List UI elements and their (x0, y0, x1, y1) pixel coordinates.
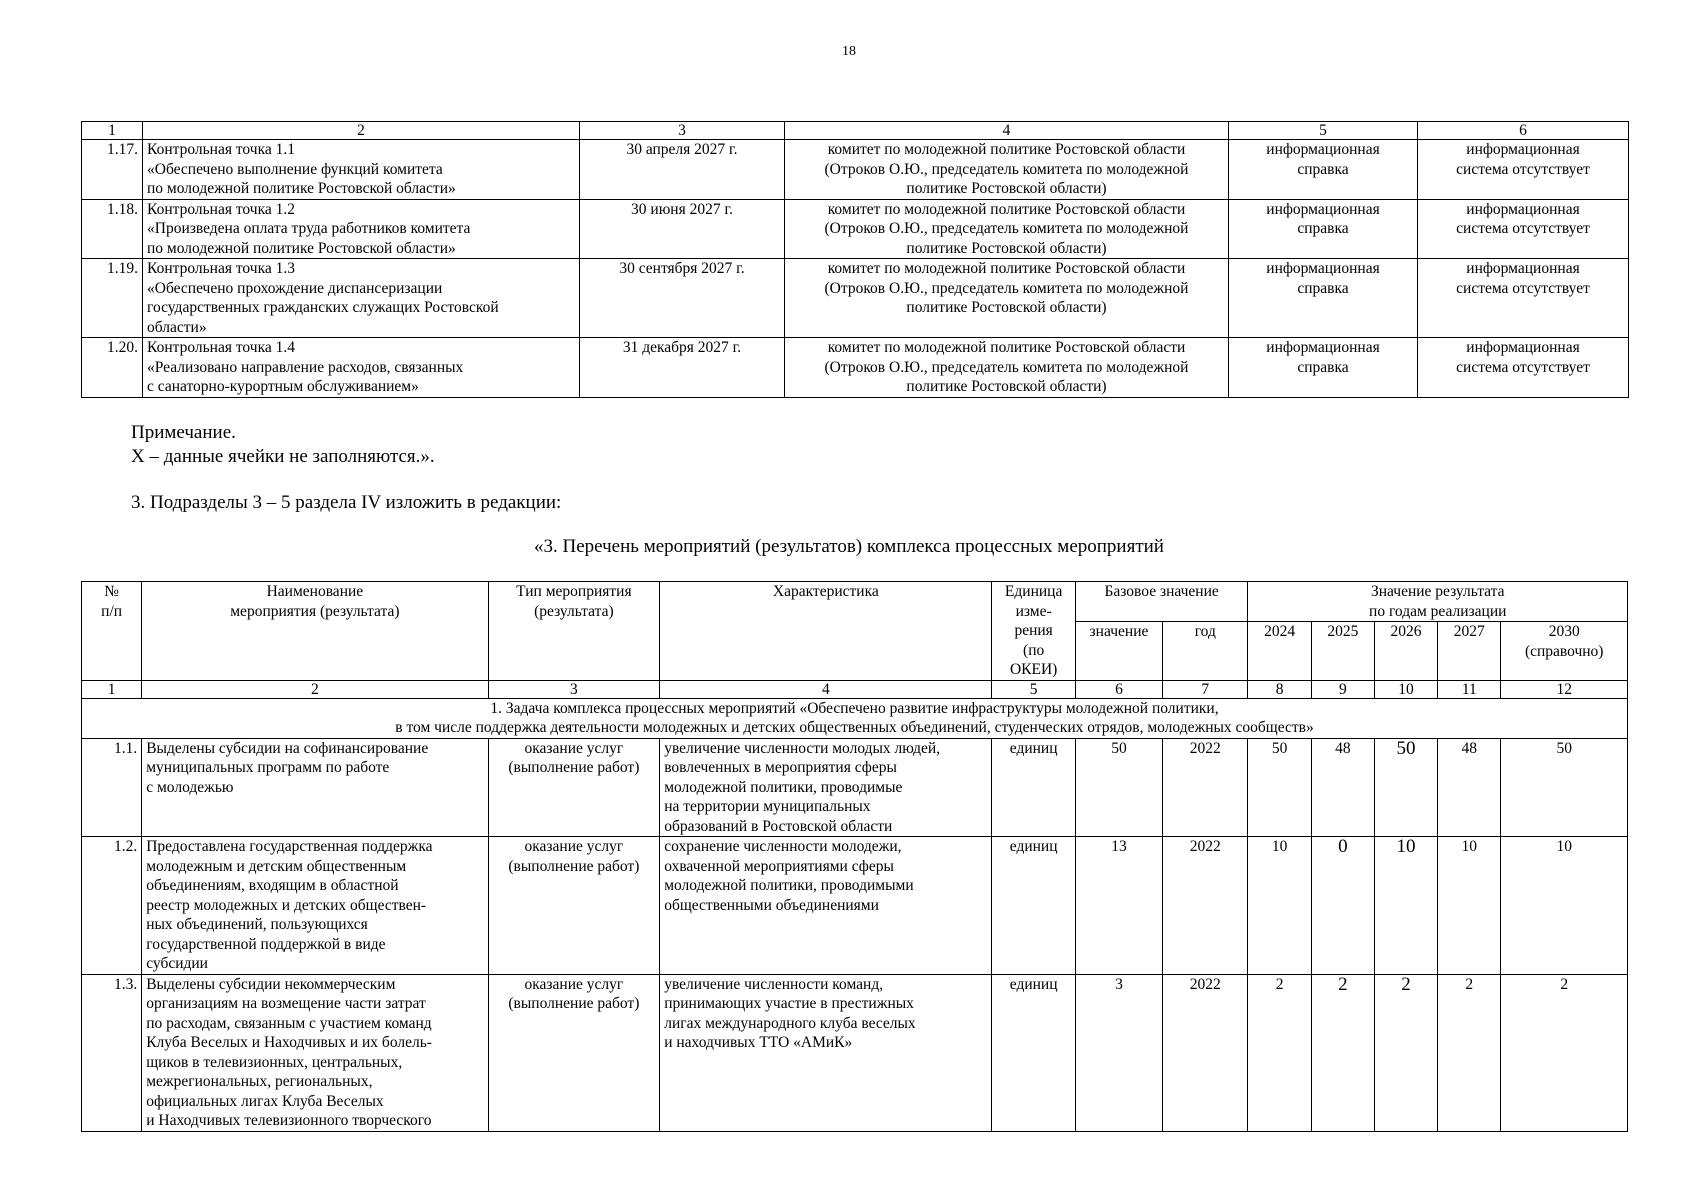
column-numbers-row (82, 680, 1628, 698)
text-line: (результата) (534, 602, 614, 620)
text-line: ных объединений, пользующихся (146, 916, 368, 933)
text-line: «Обеспечено прохождение диспансеризации (147, 279, 443, 297)
header-name (142, 582, 488, 681)
header-result (1248, 582, 1628, 622)
value-2026: 2 (1374, 974, 1437, 1131)
table-row (82, 738, 1628, 837)
text-line: вовлеченных в мероприятия сферы (664, 759, 897, 776)
text-line: с молодежью (146, 778, 234, 796)
text-line: справка (1297, 279, 1349, 297)
text-line: образований в Ростовской области (664, 817, 893, 835)
information-system (1418, 140, 1629, 200)
table-row (82, 338, 1629, 398)
control-points-table (81, 121, 1629, 398)
text-line: принимающих участие в престижных (664, 995, 914, 1012)
text-line: государственной поддержкой в виде (146, 935, 386, 953)
value-2030: 50 (1501, 738, 1628, 837)
text-line: политике Ростовской области) (906, 239, 1107, 257)
text-line: оказание услуг (524, 975, 624, 993)
base-value: 50 (1075, 738, 1162, 837)
col-number: 5 (1229, 122, 1418, 140)
activity-name (142, 738, 488, 837)
text-line: (Отроков О.Ю., председатель комитета по молодежной (824, 279, 1189, 297)
text-line: «Реализовано направление расходов, связанных (147, 358, 464, 376)
text-line: (Отроков О.Ю., председатель комитета по молодежной (824, 220, 1189, 237)
col-number: 4 (660, 680, 992, 698)
header-year-2030 (1501, 622, 1628, 681)
control-point-name (143, 259, 580, 338)
base-value: 13 (1075, 837, 1162, 975)
text-line: (справочно) (1524, 642, 1604, 660)
text-line: Тип мероприятия (516, 583, 632, 600)
text-line: № (104, 583, 119, 600)
table-row (82, 199, 1629, 259)
text-line: с санаторно-курортным обслуживанием» (147, 378, 419, 395)
activity-type (488, 974, 660, 1131)
table-row (82, 837, 1628, 975)
col-number: 2 (143, 122, 580, 140)
text-line: комитет по молодежной политике Ростовской области (827, 339, 1186, 356)
header-year: 2027 (1438, 622, 1501, 681)
base-year: 2022 (1163, 974, 1248, 1131)
text-line: система отсутствует (1456, 160, 1590, 178)
col-number: 4 (785, 122, 1229, 140)
text-line: мероприятия (результата) (230, 602, 400, 620)
header-row (82, 582, 1628, 622)
text-line: официальных лигах Клуба Веселых (146, 1092, 384, 1110)
text-line: ОКЕИ) (1009, 661, 1058, 678)
text-line: Единица (1004, 583, 1063, 600)
row-number: 1.17. (82, 140, 143, 200)
text-line: субсидии (146, 955, 208, 972)
header-base: Базовое значение (1075, 582, 1248, 622)
text-line: Предоставлена государственная поддержка (146, 838, 433, 855)
header-year: 2025 (1311, 622, 1374, 681)
control-point-name (143, 199, 580, 259)
text-line: Наименование (266, 583, 364, 600)
text-line: молодежным и детским общественным (146, 857, 407, 875)
table-row (82, 974, 1628, 1131)
information-system (1418, 199, 1629, 259)
value-2027: 2 (1438, 974, 1501, 1131)
characteristic (660, 738, 992, 837)
col-number: 5 (992, 680, 1075, 698)
text-line: изме- (1015, 602, 1052, 620)
responsible (785, 140, 1229, 200)
header-year: 2024 (1248, 622, 1311, 681)
activity-name (142, 974, 488, 1131)
control-point-name (143, 140, 580, 200)
amendment-instruction: 3. Подразделы 3 – 5 раздела IV изложить в редакции: (131, 492, 562, 513)
text-line: Выделены субсидии на софинансирование (146, 739, 429, 757)
value-2027: 10 (1438, 837, 1501, 975)
control-point-name (143, 338, 580, 398)
base-value: 3 (1075, 974, 1162, 1131)
deadline: 30 июня 2027 г. (580, 199, 785, 259)
text-line: и находчивых ТТО «АМиК» (664, 1034, 853, 1051)
deadline: 30 сентября 2027 г. (580, 259, 785, 338)
header-base-value: значение (1075, 622, 1162, 681)
text-line: информационная (1266, 339, 1380, 356)
text-line: охваченной мероприятиями сферы (664, 857, 894, 875)
responsible (785, 338, 1229, 398)
activity-type (488, 837, 660, 975)
text-line: области» (147, 318, 207, 336)
value-2025: 2 (1311, 974, 1374, 1131)
text-line: объединениям, входящим в областной (146, 877, 399, 894)
text-line: муниципальных программ по работе (146, 759, 390, 776)
text-line: по годам реализации (1369, 602, 1507, 620)
text-line: 1. Задача комплекса процессных мероприятий «Обеспечено развитие инфраструктуры молодежной политики, (490, 699, 1219, 717)
text-line: комитет по молодежной политике Ростовской области (827, 260, 1186, 277)
text-line: Контрольная точка 1.1 (147, 141, 295, 158)
note-title: Примечание. (131, 422, 236, 443)
text-line: комитет по молодежной политике Ростовской области (827, 141, 1186, 158)
row-number: 1.18. (82, 199, 143, 259)
column-numbers-row (82, 122, 1629, 140)
activity-name (142, 837, 488, 975)
text-line: система отсутствует (1456, 220, 1590, 237)
page-number: 18 (842, 44, 856, 59)
characteristic (660, 837, 992, 975)
col-number: 9 (1311, 680, 1374, 698)
document-type (1229, 259, 1418, 338)
text-line: увеличение численности команд, (664, 975, 884, 993)
task-row (82, 698, 1628, 738)
text-line: Контрольная точка 1.3 (147, 260, 295, 277)
base-year: 2022 (1163, 837, 1248, 975)
header-year: 2026 (1374, 622, 1437, 681)
responsible (785, 259, 1229, 338)
row-number: 1.19. (82, 259, 143, 338)
text-line: по молодежной политике Ростовской области» (147, 180, 456, 197)
text-line: информационная (1266, 141, 1380, 158)
text-line: по молодежной политике Ростовской области» (147, 239, 456, 257)
header-unit (992, 582, 1075, 681)
text-line: «Обеспечено выполнение функций комитета (147, 160, 443, 178)
text-line: Значение результата (1370, 583, 1505, 600)
note-text: X – данные ячейки не заполняются.». (131, 446, 435, 467)
text-line: «Произведена оплата труда работников комитета (147, 220, 471, 237)
text-line: (выполнение работ) (508, 759, 640, 776)
col-number: 6 (1075, 680, 1162, 698)
characteristic (660, 974, 992, 1131)
col-number: 3 (580, 122, 785, 140)
text-line: оказание услуг (524, 739, 624, 757)
table-row (82, 259, 1629, 338)
text-line: лигах международного клуба веселых (664, 1014, 916, 1032)
text-line: информационная (1466, 260, 1580, 277)
header-base-year: год (1163, 622, 1248, 681)
col-number: 10 (1374, 680, 1437, 698)
value-2024: 50 (1248, 738, 1311, 837)
text-line: информационная (1466, 141, 1580, 158)
row-number: 1.1. (82, 738, 142, 837)
text-line: (Отроков О.Ю., председатель комитета по молодежной (824, 358, 1189, 376)
value-2024: 2 (1248, 974, 1311, 1131)
value-2025: 0 (1311, 837, 1374, 975)
text-line: политике Ростовской области) (906, 378, 1107, 395)
document-type (1229, 199, 1418, 259)
document-type (1229, 140, 1418, 200)
task-heading (82, 698, 1628, 738)
text-line: государственных гражданских служащих Ростовской (147, 299, 499, 316)
information-system (1418, 259, 1629, 338)
text-line: информационная (1266, 200, 1380, 218)
col-number: 11 (1438, 680, 1501, 698)
text-line: щиков в телевизионных, центральных, (146, 1053, 403, 1071)
text-line: Контрольная точка 1.2 (147, 200, 295, 218)
text-line: молодежной политики, проводимые (664, 778, 903, 796)
text-line: в том числе поддержка деятельности молодежных и детских общественных объединений, студенческих отрядов, молодежных сообществ» (395, 719, 1314, 736)
text-line: общественными объединениями (664, 896, 879, 914)
information-system (1418, 338, 1629, 398)
text-line: (Отроков О.Ю., председатель комитета по молодежной (824, 160, 1189, 178)
text-line: комитет по молодежной политике Ростовской области (827, 200, 1186, 218)
text-line: справка (1297, 160, 1349, 178)
unit: единиц (992, 974, 1075, 1131)
text-line: система отсутствует (1456, 279, 1590, 297)
text-line: справка (1297, 358, 1349, 376)
text-line: (выполнение работ) (508, 995, 640, 1012)
value-2030: 10 (1501, 837, 1628, 975)
col-number: 1 (82, 680, 142, 698)
row-number: 1.3. (82, 974, 142, 1131)
col-number: 6 (1418, 122, 1629, 140)
col-number: 7 (1163, 680, 1248, 698)
value-2027: 48 (1438, 738, 1501, 837)
value-2026: 10 (1374, 837, 1437, 975)
text-line: молодежной политики, проводимыми (664, 877, 914, 894)
col-number: 2 (142, 680, 488, 698)
text-line: и Находчивых телевизионного творческого (146, 1112, 432, 1129)
value-2024: 10 (1248, 837, 1311, 975)
deadline: 30 апреля 2027 г. (580, 140, 785, 200)
value-2026: 50 (1374, 738, 1437, 837)
text-line: (по (1023, 641, 1045, 659)
col-number: 3 (488, 680, 660, 698)
text-line: оказание услуг (524, 838, 624, 855)
text-line: 2030 (1548, 623, 1580, 640)
text-line: информационная (1266, 260, 1380, 277)
value-2030: 2 (1501, 974, 1628, 1131)
text-line: Выделены субсидии некоммерческим (146, 975, 396, 993)
responsible (785, 199, 1229, 259)
col-number: 1 (82, 122, 143, 140)
text-line: увеличение численности молодых людей, (664, 739, 941, 757)
text-line: реестр молодежных и детских обществен- (146, 896, 427, 914)
text-line: по расходам, связанным с участием команд (146, 1014, 432, 1032)
header-type (488, 582, 660, 681)
text-line: система отсутствует (1456, 358, 1590, 376)
section-title: «3. Перечень мероприятий (результатов) комплекса процессных мероприятий (534, 536, 1164, 557)
text-line: (выполнение работ) (508, 857, 640, 875)
text-line: на территории муниципальных (664, 798, 871, 815)
text-line: информационная (1466, 200, 1580, 218)
row-number: 1.2. (82, 837, 142, 975)
row-number: 1.20. (82, 338, 143, 398)
text-line: сохранение численности молодежи, (664, 838, 902, 855)
text-line: политике Ростовской области) (906, 180, 1107, 197)
deadline: 31 декабря 2027 г. (580, 338, 785, 398)
text-line: Контрольная точка 1.4 (147, 339, 295, 356)
header-characteristic: Характеристика (660, 582, 992, 681)
header-num (82, 582, 142, 681)
text-line: политике Ростовской области) (906, 299, 1107, 316)
text-line: п/п (101, 602, 123, 620)
col-number: 12 (1501, 680, 1628, 698)
activities-table (81, 581, 1628, 1132)
col-number: 8 (1248, 680, 1311, 698)
activity-type (488, 738, 660, 837)
text-line: Клуба Веселых и Находчивых и их болель- (146, 1034, 432, 1051)
text-line: межрегиональных, региональных, (146, 1073, 373, 1090)
text-line: рения (1014, 622, 1053, 639)
table-row (82, 140, 1629, 200)
value-2025: 48 (1311, 738, 1374, 837)
unit: единиц (992, 837, 1075, 975)
text-line: организациям на возмещение части затрат (146, 995, 426, 1012)
text-line: информационная (1466, 339, 1580, 356)
document-type (1229, 338, 1418, 398)
base-year: 2022 (1163, 738, 1248, 837)
unit: единиц (992, 738, 1075, 837)
text-line: справка (1297, 220, 1349, 237)
